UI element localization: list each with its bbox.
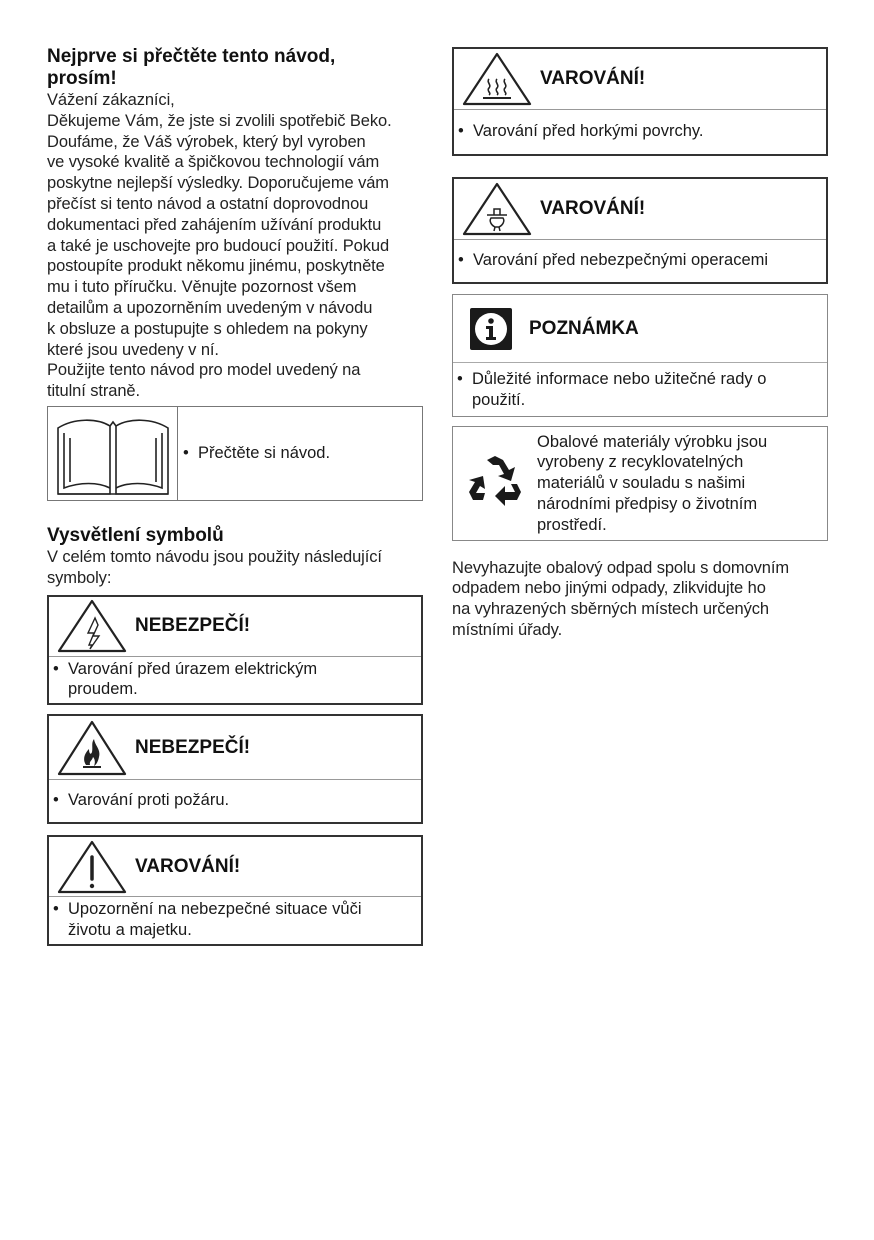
operation-warning-box: VAROVÁNÍ! • Varování před nebezpečnými operacemi bbox=[452, 177, 828, 284]
disposal-text: Nevyhazujte obalový odpad spolu s domovním odpadem nebo jinými odpady, zlikvidujte ho na vyhrazených sběrných místech určených místními úřady. bbox=[452, 558, 789, 639]
dangerous-operation-icon bbox=[454, 181, 540, 237]
book-icon bbox=[48, 407, 178, 500]
recycle-icon bbox=[453, 427, 537, 540]
info-icon bbox=[453, 305, 529, 353]
recycle-box bbox=[452, 426, 828, 541]
intro-title: Nejprve si přečtěte tento návod, prosím! bbox=[47, 46, 336, 89]
electric-hazard-icon bbox=[49, 598, 135, 654]
general-warning-box: VAROVÁNÍ! • Upozornění na nebezpečné situace vůči životu a majetku. bbox=[47, 835, 423, 946]
fire-warning-box: NEBEZPEČÍ! • Varování proti požáru. bbox=[47, 714, 423, 824]
right-column bbox=[452, 47, 828, 641]
read-manual-box bbox=[47, 406, 423, 501]
symbols-desc: V celém tomto návodu jsou použity následující symboly: bbox=[47, 547, 382, 587]
left-column bbox=[47, 46, 423, 946]
read-manual-text: • Přečtěte si návod. bbox=[183, 443, 331, 462]
recycle-text: Obalové materiály výrobku jsou vyrobeny z recyklovatelných materiálů v souladu s našimi národními předpisy o životním prostředí. bbox=[537, 432, 768, 534]
fire-hazard-icon bbox=[49, 719, 135, 777]
intro-text: Vážení zákazníci, Děkujeme Vám, že jste si zvolili spotřebič Beko. Doufáme, že Váš výrobek, který byl vyroben ve vysoké kvalitě a špičkovou technologií vám poskytne nejlepší výsledky. Doporučujeme vám přečíst si tento návod a ostatní doprovodnou dokumentaci před zahájením užívání produktu a také je uschovejte pro budoucí použití. Pokud postoupíte produkt někomu jinému, poskytněte mu i tuto příručku. Věnujte pozornost všem detailům a upozorněním uvedeným v návodu k obsluze a postupujte s ohledem na pokyny které jsou uvedeny v ní. Použijte tento návod pro model uvedený na titulní straně. bbox=[47, 91, 392, 401]
hot-surface-icon bbox=[454, 51, 540, 107]
exclamation-warning-icon bbox=[49, 839, 135, 895]
electric-warning-box: NEBEZPEČÍ! • Varování před úrazem elektrickým proudem. bbox=[47, 595, 423, 706]
note-box: POZNÁMKA • Důležité informace nebo užitečné rady o použití. bbox=[452, 294, 828, 417]
hot-surface-warning-box: VAROVÁNÍ! • Varování před horkými povrchy. bbox=[452, 47, 828, 156]
symbols-title: Vysvětlení symbolů bbox=[47, 524, 224, 546]
